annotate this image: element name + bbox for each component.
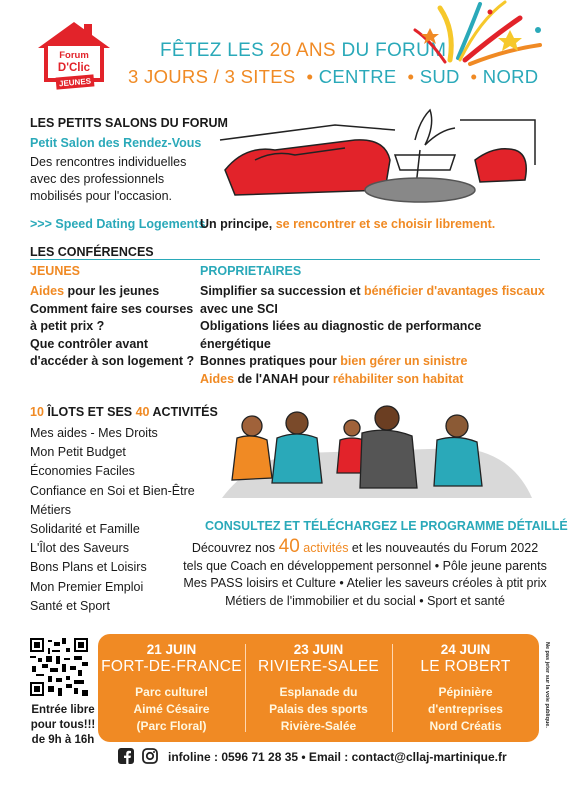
list-item: Aides de l'ANAH pour réhabiliter son habitat — [200, 371, 464, 386]
side-note — [538, 640, 550, 740]
svg-text:D'Clic: D'Clic — [57, 62, 91, 74]
svg-text:Ne pas jeter sur la voie publi: Ne pas jeter sur la voie publique. — [544, 642, 550, 728]
facebook-icon[interactable] — [118, 748, 134, 764]
forum-logo — [32, 18, 116, 96]
main-title: FÊTEZ LES 20 ANS DU FORUM — [160, 40, 447, 61]
people-illustration — [212, 398, 542, 510]
list-item: Simplifier sa succession et bénéficier d'avantages fiscaux — [200, 284, 545, 298]
list-item: Obligations liées au diagnostic de performance énergétique — [200, 319, 482, 351]
conferences-heading: LES CONFÉRENCES — [30, 245, 154, 259]
list-item: Bonnes pratiques pour bien gérer un sinistre — [200, 354, 468, 368]
svg-text:JEUNES: JEUNES — [58, 76, 92, 89]
list-item: Solidarité et Famille — [30, 522, 140, 537]
proprietaires-heading: PROPRIETAIRES — [200, 264, 302, 278]
list-item: Économies Faciles — [30, 464, 135, 479]
list-item: Bons Plans et Loisirs — [30, 560, 147, 575]
programme-description: Découvrez nos 40 activités et les nouveautés du Forum 2022 tels que Coach en développement personnel • Pôle jeune parents Mes PASS loisirs et Culture • Atelier les saveurs créoles à ptit prix Métiers de l'immobilier et du social • Sport et santé — [183, 536, 547, 608]
list-item: avec une SCI — [200, 301, 278, 316]
dates-panel — [98, 634, 539, 742]
date-card: 23 JUIN RIVIERE-SALEE Esplanade du Palais des sports Rivière-Salée — [257, 642, 380, 733]
conferences-divider — [30, 259, 540, 260]
proprietaires-list — [200, 283, 545, 388]
fireworks-decoration — [410, 0, 560, 80]
salons-heading: LES PETITS SALONS DU FORUM — [30, 116, 228, 130]
salons-subheading: Petit Salon des Rendez-Vous — [30, 136, 202, 150]
date-card: 21 JUIN FORT-DE-FRANCE Parc culturel Aimé Césaire (Parc Floral) — [101, 642, 242, 733]
salons-description: Des rencontres individuelles avec des professionnels mobilisés pour l'occasion. — [30, 155, 187, 203]
speed-dating-link: >>> Speed Dating Logements — [30, 217, 206, 231]
list-item: Santé et Sport — [30, 598, 110, 613]
list-item: d'accéder à son logement ? — [30, 354, 195, 368]
list-item: Comment faire ses courses — [30, 301, 194, 316]
subtitle-sites: 3 JOURS / 3 SITES • CENTRE • SUD • NORD — [128, 66, 539, 87]
jeunes-heading: JEUNES — [30, 264, 81, 278]
list-item: Métiers — [30, 502, 71, 517]
date-card: 24 JUIN LE ROBERT Pépinière d'entreprises Nord Créatis — [420, 642, 511, 733]
qr-code[interactable] — [30, 638, 88, 696]
list-item: Confiance en Soi et Bien-Être — [30, 483, 195, 498]
list-item: Mes aides - Mes Droits — [30, 426, 158, 440]
instagram-icon[interactable] — [142, 748, 158, 764]
jeunes-list — [30, 283, 200, 371]
living-room-illustration — [215, 100, 545, 210]
programme-heading: CONSULTEZ ET TÉLÉCHARGEZ LE PROGRAMME DÉTAILLÉ — [205, 519, 568, 533]
list-item: Que contrôler avant — [30, 336, 149, 351]
contact-info: infoline : 0596 71 28 35 • Email : contact@cllaj-martinique.fr — [168, 750, 507, 764]
svg-text:Forum: Forum — [59, 50, 89, 61]
list-item: à petit prix ? — [30, 319, 105, 333]
entry-info: Entrée libre pour tous!!! de 9h à 16h — [30, 704, 96, 746]
list-item: Mon Premier Emploi — [30, 579, 144, 594]
salons-principle: Un principe, se rencontrer et se choisir librement. — [200, 217, 496, 231]
list-item: Mon Petit Budget — [30, 445, 126, 460]
list-item: L'Îlot des Saveurs — [30, 541, 129, 556]
ilots-list — [30, 424, 195, 616]
list-item: Aides pour les jeunes — [30, 284, 160, 298]
ilots-heading: 10 ÎLOTS ET SES 40 ACTIVITÉS — [30, 405, 218, 419]
